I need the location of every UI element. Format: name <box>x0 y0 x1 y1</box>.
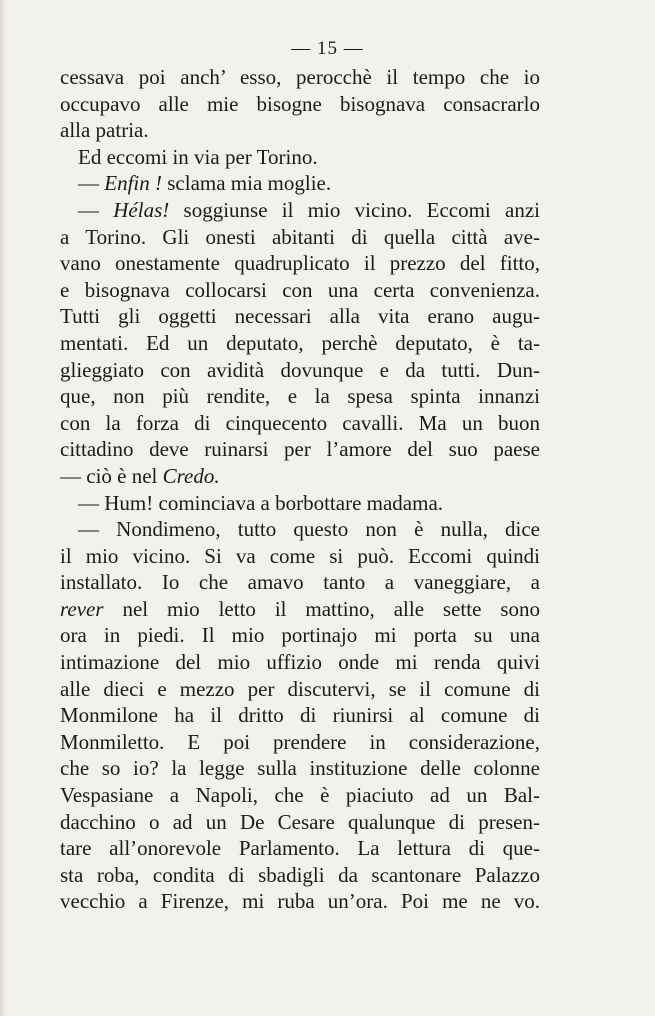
text-segment: cessava poi anch’ esso, perocchè il tempo che io <box>60 65 540 89</box>
italic-text: Hélas! <box>113 197 170 222</box>
text-segment: alle dieci e mezzo per discutervi, se il comune di <box>60 676 540 701</box>
text-line <box>60 410 540 437</box>
text-line <box>60 755 540 782</box>
text-line <box>60 383 540 410</box>
text-line <box>60 224 540 251</box>
text-segment: soggiunse il mio vicino. Eccomi anzi <box>169 197 540 222</box>
text-line <box>60 490 540 517</box>
text-segment: ora in piedi. Il mio portinajo mi porta su una <box>60 623 540 648</box>
text-segment: il mio vicino. Si va come si può. Eccomi quindi <box>60 543 540 568</box>
text-segment: con la forza di cinquecento cavalli. Ma un buon <box>60 410 540 435</box>
text-line <box>60 729 540 756</box>
text-segment: cittadino deve ruinarsi per l’amore del suo paese <box>60 437 540 462</box>
italic-text: Enfin ! <box>104 171 162 196</box>
text-segment: vano onestamente quadruplicato il prezzo del fitto, <box>60 251 540 276</box>
text-segment: — ciò è nel <box>60 463 163 488</box>
text-line <box>60 463 540 490</box>
text-line <box>60 357 540 384</box>
text-line <box>60 277 540 304</box>
text-segment: Monmilone ha il dritto di riunirsi al comune di <box>60 703 540 728</box>
text-segment: Ed eccomi in via per Torino. <box>78 144 318 169</box>
text-line <box>60 782 540 809</box>
text-segment: alla patria. <box>60 118 149 143</box>
text-line <box>60 144 540 171</box>
text-segment: dacchino o ad un De Cesare qualunque di presen- <box>60 809 540 834</box>
page-edge <box>0 0 6 1016</box>
text-line <box>60 596 540 623</box>
text-segment: tare all’onorevole Parlamento. La lettura di que- <box>60 836 540 861</box>
italic-text: Credo. <box>162 463 220 488</box>
text-line <box>60 809 540 836</box>
text-segment: a Torino. Gli onesti abitanti di quella città ave- <box>60 224 540 249</box>
text-segment: sta roba, condita di sbadigli da scantonare Palazzo <box>60 862 540 887</box>
text-segment: Monmiletto. E poi prendere in considerazione, <box>60 729 540 754</box>
text-line <box>60 330 540 357</box>
text-segment: installato. Io che amavo tanto a vaneggiare, a <box>60 570 540 595</box>
text-line <box>60 91 540 118</box>
text-segment: e bisognava collocarsi con una certa convenienza. <box>60 277 540 302</box>
text-line <box>60 569 540 596</box>
text-segment: mentati. Ed un deputato, perchè deputato, è ta- <box>60 330 540 355</box>
text-line <box>60 835 540 862</box>
text-line <box>60 516 540 543</box>
text-line <box>60 64 540 91</box>
text-line <box>60 117 540 144</box>
text-line <box>60 543 540 570</box>
text-segment: occupavo alle mie bisogne bisognava consacrarlo <box>60 91 540 116</box>
text-line <box>60 676 540 703</box>
text-line <box>60 622 540 649</box>
text-line <box>60 303 540 330</box>
text-segment: — Nondimeno, tutto questo non è nulla, dice <box>78 517 540 542</box>
text-line <box>60 170 540 197</box>
text-line <box>60 250 540 277</box>
text-segment: — Hum! cominciava a borbottare madama. <box>78 490 444 515</box>
text-line <box>60 649 540 676</box>
text-segment: glieggiato con avidità dovunque e da tutti. Dun- <box>60 357 540 382</box>
text-segment: vecchio a Firenze, mi ruba un’ora. Poi me ne vo. <box>60 889 540 914</box>
text-line <box>60 436 540 463</box>
text-segment: nel mio letto il mattino, alle sette sono <box>103 596 540 621</box>
text-segment: intimazione del mio uffizio onde mi renda quivi <box>60 650 540 675</box>
text-line <box>60 197 540 224</box>
page-number: — 15 — <box>291 38 364 59</box>
text-line <box>60 888 540 915</box>
text-segment: sclama mia moglie. <box>162 171 332 196</box>
text-segment: che so io? la legge sulla instituzione delle colonne <box>60 756 540 781</box>
text-segment: — <box>78 171 105 196</box>
text-segment: Vespasiane a Napoli, che è piaciuto ad un Bal- <box>60 783 540 808</box>
text-segment: que, non più rendite, e la spesa spinta innanzi <box>60 384 540 409</box>
italic-text: rever <box>60 596 104 621</box>
text-line <box>60 702 540 729</box>
body-text <box>60 64 540 915</box>
text-segment: Tutti gli oggetti necessari alla vita erano augu- <box>60 304 540 329</box>
text-line <box>60 862 540 889</box>
text-segment: — <box>78 197 114 222</box>
